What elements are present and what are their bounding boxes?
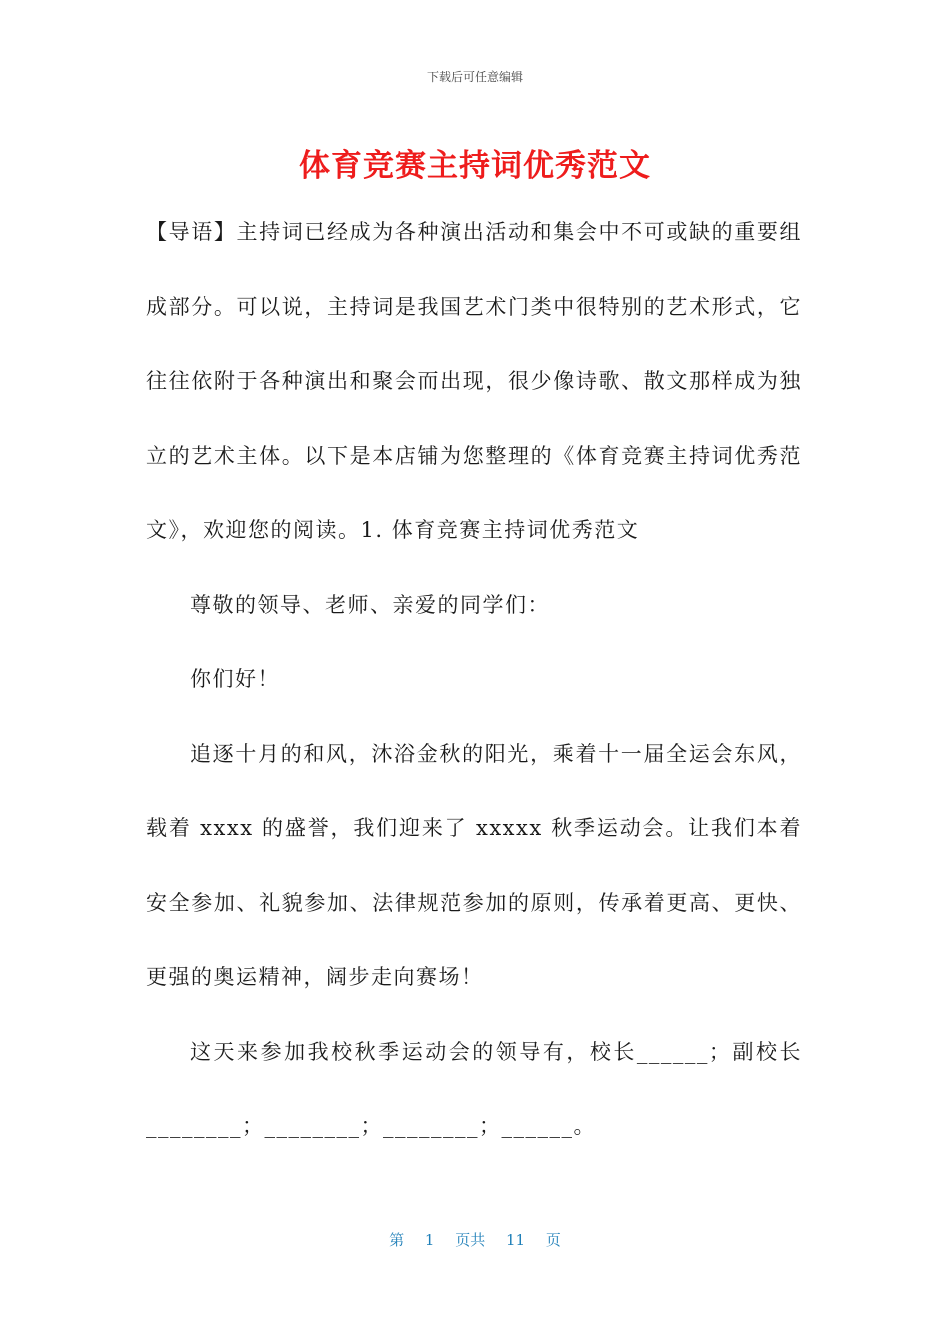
page-number-footer: [0, 1229, 950, 1250]
document-body: [146, 195, 802, 1164]
footer-label-suffix: 页: [545, 1231, 561, 1249]
leaders-paragraph: 这天来参加我校秋季运动会的领导有，校长______；副校长________；________；________；______。: [146, 1039, 802, 1138]
opening-paragraph: 追逐十月的和风，沐浴金秋的阳光，乘着十一届全运会东风，载着 xxxx 的盛誉，我们迎来了 xxxxx 秋季运动会。让我们本着安全参加、礼貌参加、法律规范参加的原则，传承着更高、更快、更强的奥运精神，阔步走向赛场！: [146, 741, 802, 989]
footer-current-page: 1: [424, 1231, 435, 1249]
greeting-paragraph: 你们好！: [190, 667, 280, 691]
intro-paragraph: 【导语】主持词已经成为各种演出活动和集会中不可或缺的重要组成部分。可以说，主持词是我国艺术门类中很特别的艺术形式，它往往依附于各种演出和聚会而出现，很少像诗歌、散文那样成为独立的艺术主体。以下是本店铺为您整理的《体育竞赛主持词优秀范文》，欢迎您的阅读。1. 体育竞赛主持词优秀范文: [146, 220, 802, 542]
footer-total-pages: 11: [506, 1231, 526, 1249]
header-note: 下载后可任意编辑: [426, 70, 523, 84]
salutation-paragraph: 尊敬的领导、老师、亲爱的同学们：: [190, 592, 550, 617]
footer-label-total: 页共: [455, 1231, 486, 1249]
footer-label-page: 第: [389, 1231, 405, 1249]
document-title: 体育竞赛主持词优秀范文: [299, 148, 651, 184]
